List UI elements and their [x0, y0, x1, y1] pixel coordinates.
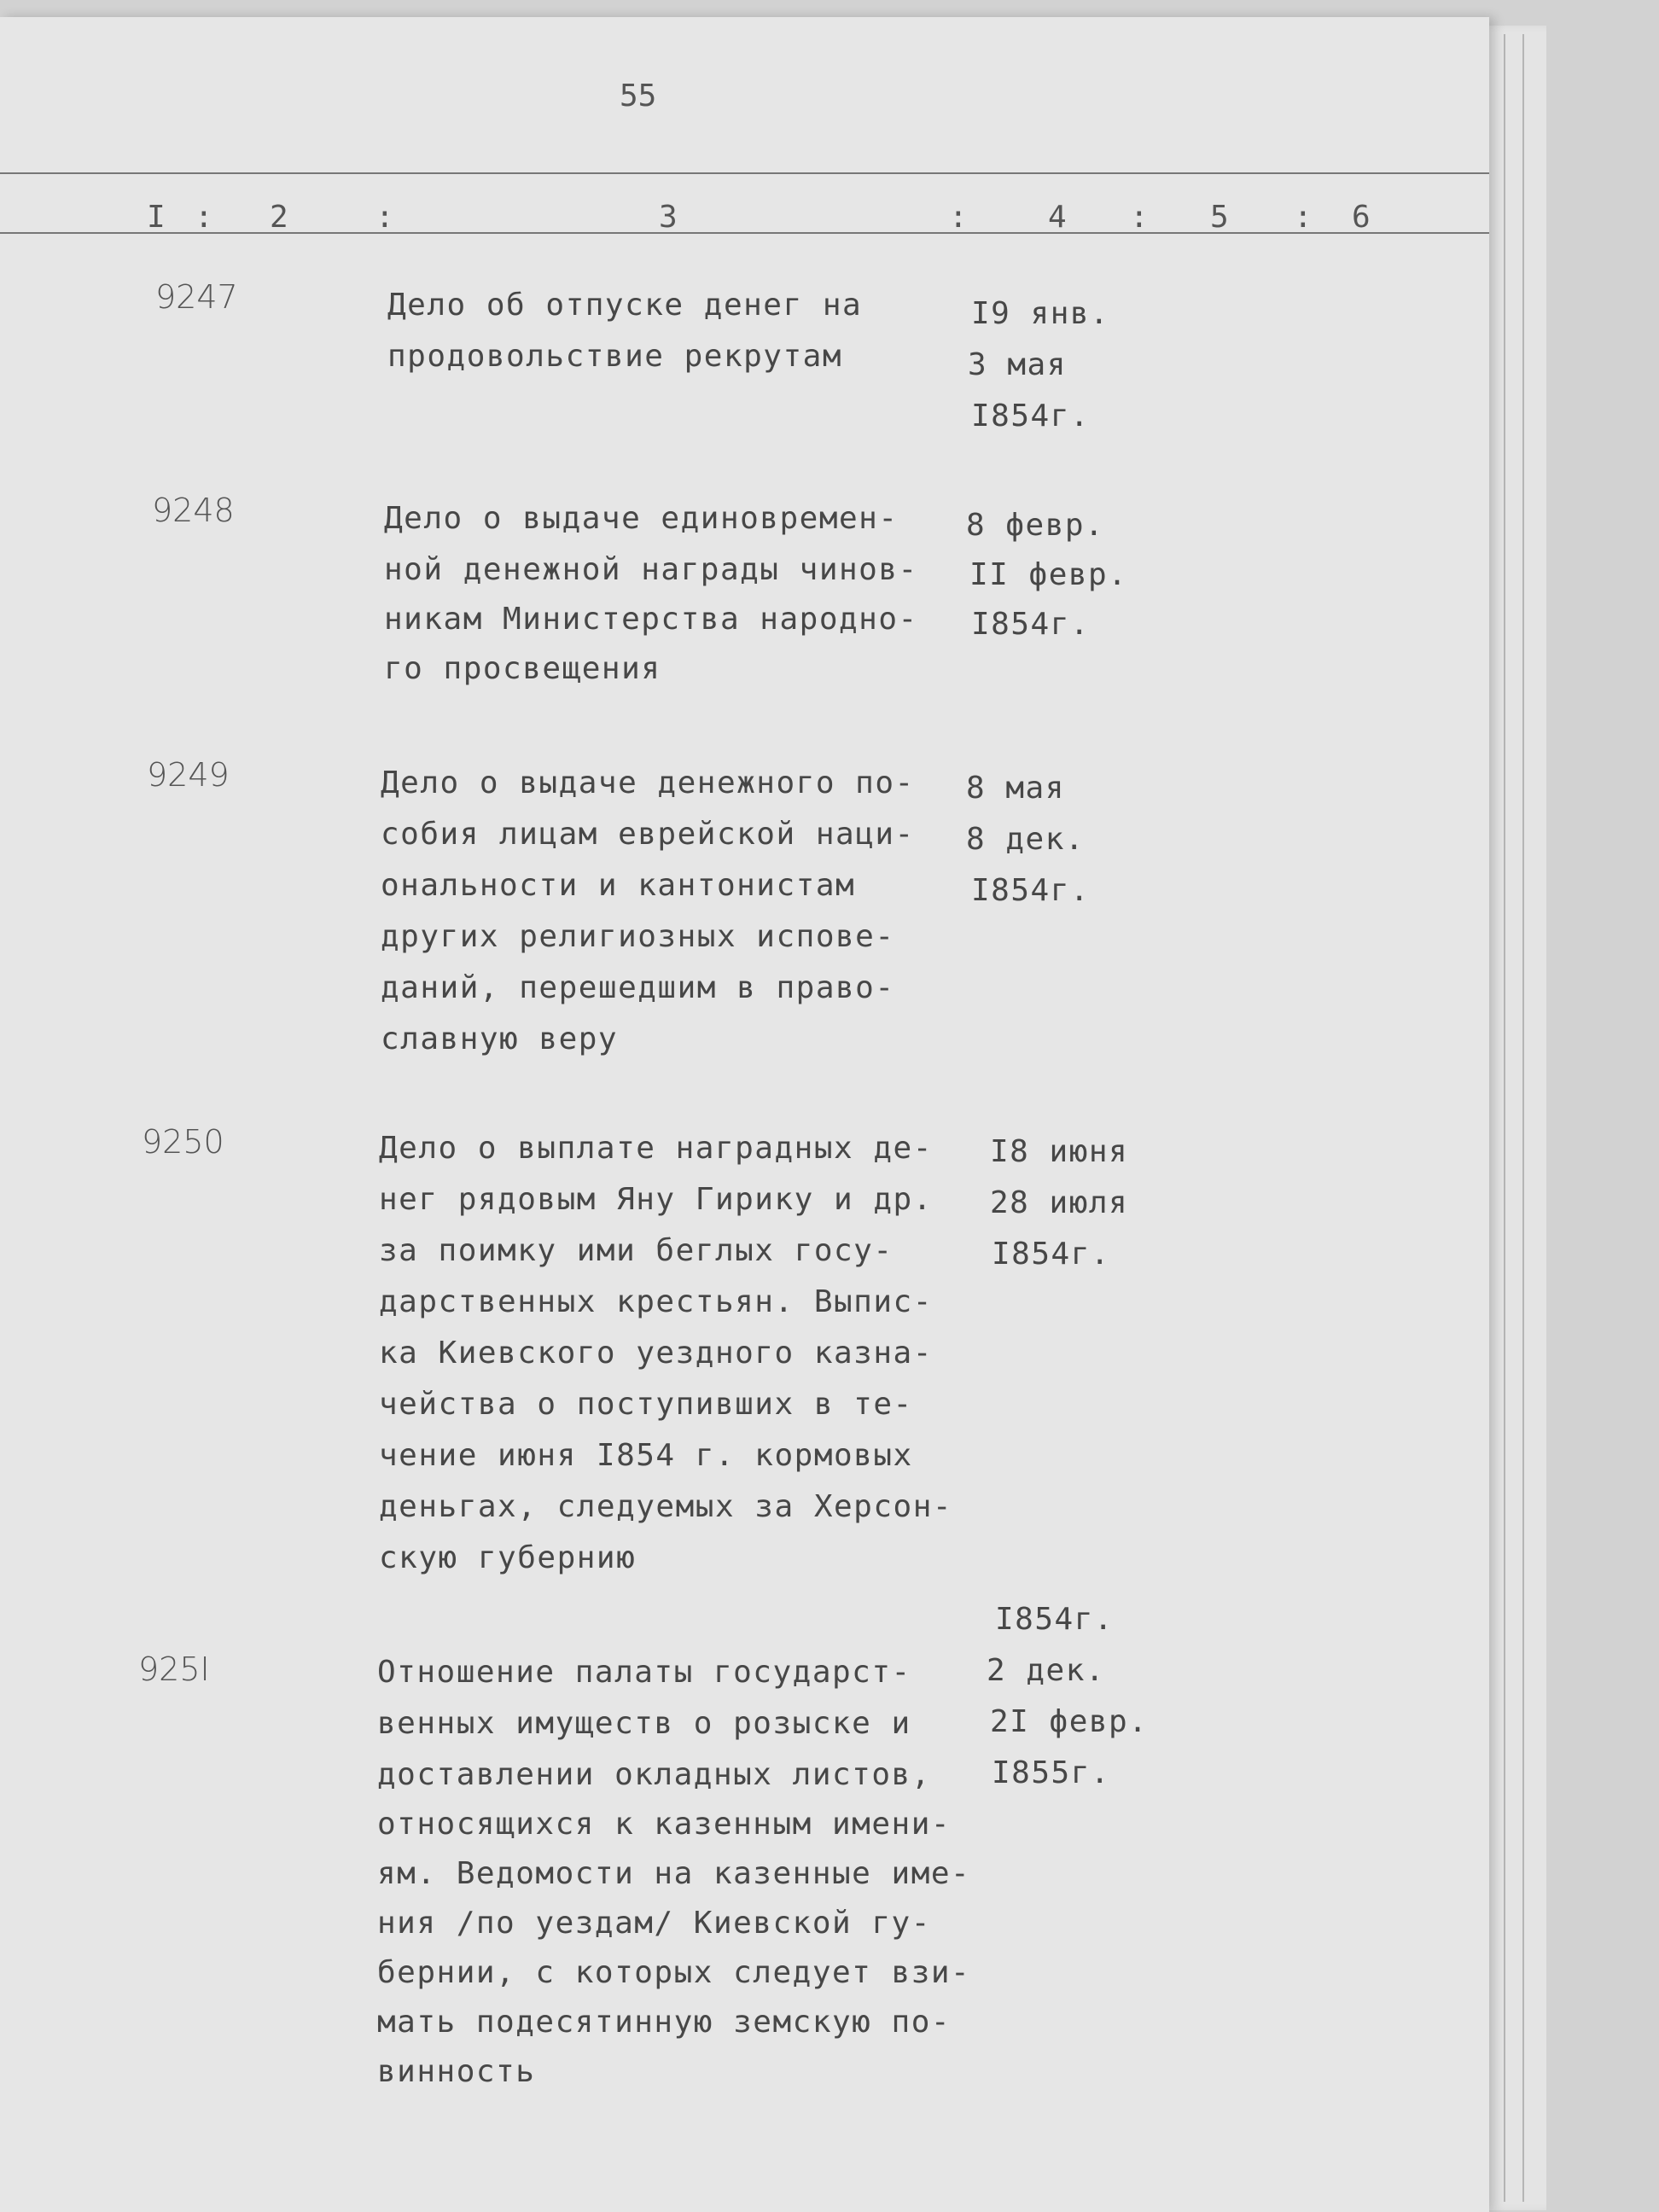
entry-description-line: венных имуществ о розыске и	[377, 1706, 911, 1741]
column-header-2: 2	[270, 200, 288, 235]
entry-date: I854г.	[992, 1237, 1111, 1272]
column-header-6: 6	[1352, 200, 1371, 235]
entry-description-line: продовольствие рекрутам	[387, 339, 842, 374]
entry-date: 8 дек.	[966, 822, 1086, 857]
entry-number: 925I	[138, 1650, 210, 1688]
entry-description-line: Дело об отпуске денег на	[387, 288, 863, 323]
page-stack-edge	[1504, 34, 1505, 2202]
entry-description-line: винность	[377, 2054, 536, 2089]
entry-date: 28 июля	[990, 1185, 1129, 1220]
entry-date: I854г.	[995, 1602, 1115, 1637]
entry-description-line: Дело о выдаче денежного по-	[381, 765, 915, 800]
entry-description-line: никам Министерства народно-	[384, 602, 918, 637]
entry-date: I854г.	[971, 399, 1091, 434]
entry-description-line: доставлении окладных листов,	[377, 1757, 931, 1792]
column-header-4: 4	[1048, 200, 1067, 235]
entry-description-line: славную веру	[381, 1022, 619, 1057]
entry-description-line: чейства о поступивших в те-	[379, 1387, 913, 1422]
entry-date: I855г.	[992, 1755, 1111, 1790]
entry-description-line: го просвещения	[384, 651, 661, 686]
entry-description-line: ям. Ведомости на казенные име-	[377, 1856, 971, 1891]
entry-description-line: чение июня I854 г. кормовых	[379, 1438, 913, 1473]
entry-description-line: деньгах, следуемых за Херсон-	[379, 1489, 953, 1524]
entry-description-line: за поимку ими беглых госу-	[379, 1233, 894, 1268]
header-rule-bottom	[0, 232, 1489, 234]
entry-description-line: скую губернию	[379, 1540, 637, 1575]
entry-date: II февр.	[969, 557, 1128, 592]
entry-date: I9 янв.	[971, 296, 1110, 331]
entry-date: 3 мая	[968, 347, 1067, 382]
page-number: 55	[620, 79, 657, 114]
column-separator: :	[1294, 200, 1313, 235]
entry-description-line: бернии, с которых следует взи-	[377, 1955, 971, 1990]
entry-description-line: Дело о выплате наградных де-	[379, 1131, 933, 1166]
entry-description-line: ния /по уездам/ Киевской гу-	[377, 1906, 931, 1941]
entry-description-line: дарственных крестьян. Выпис-	[379, 1284, 933, 1319]
entry-number: 9247	[155, 278, 238, 316]
entry-description-line: относящихся к казенным имени-	[377, 1807, 952, 1842]
entry-description-line: собия лицам еврейской наци-	[381, 817, 915, 852]
column-header-3: 3	[659, 200, 678, 235]
entry-description-line: ональности и кантонистам	[381, 868, 856, 903]
column-separator: :	[375, 200, 394, 235]
entry-number: 9249	[147, 756, 230, 794]
entry-number: 9248	[152, 492, 235, 529]
entry-number: 9250	[142, 1123, 224, 1161]
entry-description-line: даний, перешедшим в право-	[381, 970, 895, 1005]
entry-description-line: Отношение палаты государст-	[377, 1655, 911, 1690]
document-page	[0, 17, 1489, 2212]
column-header-1: I	[147, 200, 166, 235]
entry-date: I854г.	[971, 873, 1091, 908]
page-stack-edge	[1522, 34, 1524, 2202]
entry-date: 2I февр.	[990, 1704, 1149, 1739]
column-separator: :	[195, 200, 213, 235]
entry-date: 8 февр.	[966, 508, 1105, 543]
entry-description-line: мать подесятинную земскую по-	[377, 2005, 952, 2040]
column-header-5: 5	[1210, 200, 1229, 235]
entry-date: I854г.	[971, 607, 1091, 642]
entry-description-line: ной денежной награды чинов-	[384, 552, 918, 587]
entry-description-line: ка Киевского уездного казна-	[379, 1336, 933, 1371]
entry-description-line: других религиозных испове-	[381, 919, 895, 954]
column-separator: :	[1130, 200, 1149, 235]
entry-date: 8 мая	[966, 771, 1065, 806]
entry-description-line: нег рядовым Яну Гирику и др.	[379, 1182, 933, 1217]
entry-date: 2 дек.	[987, 1653, 1106, 1688]
header-rule-top	[0, 172, 1489, 174]
entry-description-line: Дело о выдаче единовремен-	[384, 501, 899, 536]
column-separator: :	[949, 200, 968, 235]
entry-date: I8 июня	[990, 1134, 1129, 1169]
